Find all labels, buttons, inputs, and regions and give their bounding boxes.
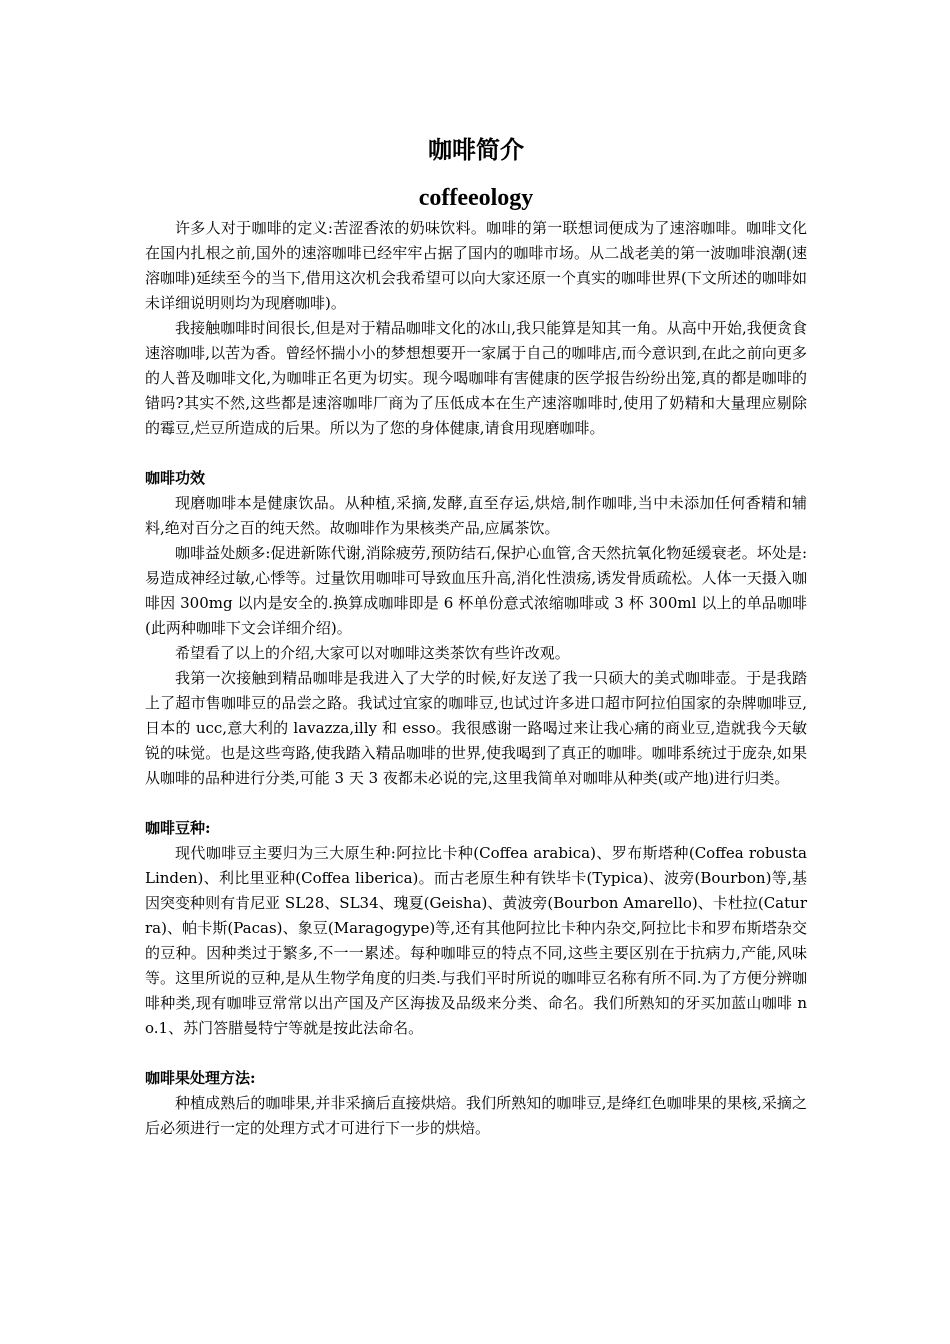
section-heading-beans: 咖啡豆种: [145, 819, 211, 837]
intro-paragraph-1: 许多人对于咖啡的定义:苦涩香浓的奶味饮料。咖啡的第一联想词便成为了速溶咖啡。咖啡文化在国内扎根之前,国外的速溶咖啡已经牢牢占据了国内的咖啡市场。从二战老美的第一波咖啡浪潮(速溶咖啡)延续至今的当下,借用这次机会我希望可以向大家还原一个真实的咖啡世界(下文所述的咖啡如未详细说明则均为现磨咖啡)。 [145, 219, 807, 312]
section-heading-effects: 咖啡功效 [145, 469, 206, 487]
document-subtitle: coffeeology [418, 185, 534, 211]
section-heading-processing: 咖啡果处理方法: [145, 1069, 256, 1087]
document-body [145, 132, 807, 1141]
effects-paragraph-4: 我第一次接触到精品咖啡是我进入了大学的时候,好友送了我一只硕大的美式咖啡壶。于是我踏上了超市售咖啡豆的品尝之路。我试过宜家的咖啡豆,也试过许多进口超市阿拉伯国家的杂牌咖啡豆,日本的 ucc,意大利的 lavazza,illy 和 esso。我很感谢一路喝过来让我心痛的商业豆,造就我今天敏锐的味觉。也是这些弯路,使我踏入精品咖啡的世界,使我喝到了真正的咖啡。咖啡系统过于庞杂,如果从咖啡的品种进行分类,可能 3 天 3 夜都未必说的完,这里我简单对咖啡从种类(或产地)进行归类。 [145, 669, 807, 787]
beans-paragraph-1: 现代咖啡豆主要归为三大原生种:阿拉比卡种(Coffea arabica)、罗布斯塔种(Coffea robusta Linden)、利比里亚种(Coffea liberica)。而古老原生种有铁毕卡(Typica)、波旁(Bourbon)等,基因突变种则有肯尼亚 SL28、SL34、瑰夏(Geisha)、黄波旁(Bourbon Amarello)、卡杜拉(Caturra)、帕卡斯(Pacas)、象豆(Maragogype)等,还有其他阿拉比卡种内杂交,阿拉比卡和罗布斯塔杂交的豆种。因种类过于繁多,不一一累述。每种咖啡豆的特点不同,这些主要区别在于抗病力,产能,风味等。这里所说的豆种,是从生物学角度的归类.与我们平时所说的咖啡豆名称有所不同.为了方便分辨咖啡种类,现有咖啡豆常常以出产国及产区海拔及品级来分类、命名。我们所熟知的牙买加蓝山咖啡 no.1、苏门答腊曼特宁等就是按此法命名。 [145, 844, 807, 1037]
effects-paragraph-3: 希望看了以上的介绍,大家可以对咖啡这类茶饮有些许改观。 [175, 644, 570, 662]
effects-paragraph-1: 现磨咖啡本是健康饮品。从种植,采摘,发酵,直至存运,烘焙,制作咖啡,当中未添加任何香精和辅料,绝对百分之百的纯天然。故咖啡作为果核类产品,应属茶饮。 [145, 494, 807, 537]
processing-paragraph-1: 种植成熟后的咖啡果,并非采摘后直接烘焙。我们所熟知的咖啡豆,是绛红色咖啡果的果核,采摘之后必须进行一定的处理方式才可进行下一步的烘焙。 [145, 1094, 807, 1137]
effects-paragraph-2: 咖啡益处颇多:促进新陈代谢,消除疲劳,预防结石,保护心血管,含天然抗氧化物延缓衰老。坏处是:易造成神经过敏,心悸等。过量饮用咖啡可导致血压升高,消化性溃疡,诱发骨质疏松。人体一天摄入咖啡因 300mg 以内是安全的.换算成咖啡即是 6 杯单份意式浓缩咖啡或 3 杯 300ml 以上的单品咖啡(此两种咖啡下文会详细介绍)。 [145, 544, 807, 637]
document-title: 咖啡简介 [428, 135, 524, 164]
intro-paragraph-2: 我接触咖啡时间很长,但是对于精品咖啡文化的冰山,我只能算是知其一角。从高中开始,我便贪食速溶咖啡,以苦为香。曾经怀揣小小的梦想想要开一家属于自己的咖啡店,而今意识到,在此之前向更多的人普及咖啡文化,为咖啡正名更为切实。现今喝咖啡有害健康的医学报告纷纷出笼,真的都是咖啡的错吗?其实不然,这些都是速溶咖啡厂商为了压低成本在生产速溶咖啡时,使用了奶精和大量理应剔除的霉豆,烂豆所造成的后果。所以为了您的身体健康,请食用现磨咖啡。 [145, 319, 807, 437]
